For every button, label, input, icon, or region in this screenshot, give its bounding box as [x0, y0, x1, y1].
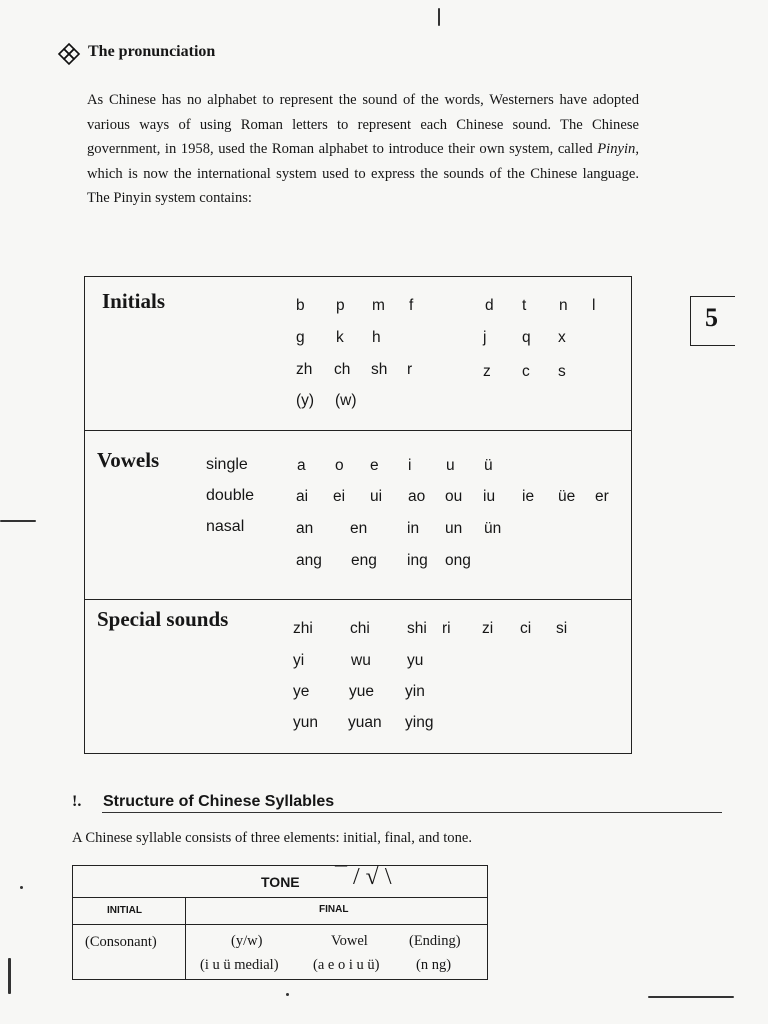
scan-mark [20, 886, 23, 889]
ending-list-cell: (n ng) [416, 957, 452, 973]
diamond-ornament-icon [57, 42, 81, 66]
vowel-cell: üe [558, 488, 576, 505]
vowel-cell: i [408, 457, 412, 474]
initial-cell: c [522, 363, 530, 380]
special-cell: yun [293, 714, 318, 731]
vowel-cell: un [445, 520, 463, 537]
consonant-cell: (Consonant) [85, 934, 157, 950]
initial-cell: r [407, 361, 413, 378]
vowel-cell: ing [407, 552, 428, 569]
special-cell: ri [442, 620, 451, 637]
vowel-cell: er [595, 488, 609, 505]
special-cell: yi [293, 652, 305, 669]
special-cell: ye [293, 683, 310, 700]
initial-header: INITIAL [107, 905, 142, 916]
double-label: double [206, 487, 255, 504]
table-divider [73, 924, 487, 925]
scan-mark [648, 996, 734, 998]
initial-cell: m [372, 297, 385, 314]
special-cell: zi [482, 620, 494, 637]
nasal-label: nasal [206, 518, 245, 535]
initial-cell: d [485, 297, 494, 314]
vowel-cell: e [370, 457, 379, 474]
initials-title: Initials [102, 289, 166, 313]
initial-cell: z [483, 363, 491, 380]
initial-cell: j [483, 329, 487, 346]
vowel-cell: eng [351, 552, 377, 569]
scan-mark [0, 520, 36, 522]
initial-cell: f [409, 297, 414, 314]
scan-mark [438, 8, 440, 26]
vowel-cell: ong [445, 552, 471, 569]
section-marker: !. [72, 793, 82, 810]
initial-cell: ch [334, 361, 351, 378]
vowel-cell: u [446, 457, 455, 474]
intro-paragraph: As Chinese has no alphabet to represent the sound of the words, Westerners have adopted various ways of using Roman letters to represent each Chinese sound. The Chinese government, in 1958, used the Roman alphabet to introduce their own system, called Pinyin, which is now the international system used to express the sounds of the Chinese language. The Pinyin system contains: [87, 92, 639, 207]
initial-cell: (y) [296, 392, 315, 409]
vowel-cell: ei [333, 488, 346, 505]
table-divider [85, 599, 631, 600]
vowel-cell: ang [296, 552, 322, 569]
initial-cell: b [296, 297, 305, 314]
final-header: FINAL [319, 904, 349, 915]
table-divider [85, 430, 631, 431]
initial-cell: n [559, 297, 568, 314]
chapter-tab [690, 296, 735, 346]
initial-cell: q [522, 329, 531, 346]
special-cell: yin [405, 683, 425, 700]
vowel-cell: ie [522, 488, 535, 505]
initial-cell: p [336, 297, 345, 314]
vowel-cell: a [297, 457, 306, 474]
special-cell: zhi [293, 620, 313, 637]
special-cell: yuan [348, 714, 382, 731]
vowel-cell: iu [483, 488, 496, 505]
initial-cell: x [558, 329, 566, 346]
special-cell: shi [407, 620, 427, 637]
special-cell: yue [349, 683, 374, 700]
vowels-title: Vowels [97, 448, 160, 472]
initial-cell: (w) [335, 392, 357, 409]
initial-cell: sh [371, 361, 388, 378]
initial-cell: t [522, 297, 527, 314]
special-cell: ying [405, 714, 434, 731]
initial-cell: g [296, 329, 305, 346]
special-cell: si [556, 620, 568, 637]
vowel-cell: ao [408, 488, 426, 505]
vowel-list-cell: (a e o i u ü) [313, 957, 380, 973]
vowel-cell: ou [445, 488, 463, 505]
vowel-cell: ui [370, 488, 383, 505]
structure-description: A Chinese syllable consists of three elements: initial, final, and tone. [72, 830, 473, 846]
table-divider [73, 897, 487, 898]
initial-cell: zh [296, 361, 313, 378]
initial-cell: s [558, 363, 566, 380]
ending-cell: (Ending) [409, 933, 461, 949]
initial-cell: h [372, 329, 381, 346]
vowel-cell: ün [484, 520, 502, 537]
special-cell: chi [350, 620, 370, 637]
scan-mark [286, 993, 289, 996]
special-cell: ci [520, 620, 532, 637]
special-cell: wu [351, 652, 371, 669]
vowel-cell: in [407, 520, 420, 537]
yw-cell: (y/w) [231, 933, 263, 949]
tone-marks: ¯ / √ \ [335, 864, 392, 890]
pinyin-table [84, 276, 632, 754]
vowel-cell: an [296, 520, 314, 537]
vowel-cell: ü [484, 457, 493, 474]
table-column-divider [185, 897, 186, 979]
vowel-cell: o [335, 457, 344, 474]
section-heading: The pronunciation [88, 43, 216, 60]
scan-mark [8, 958, 11, 994]
chapter-number: 5 [705, 303, 718, 332]
single-label: single [206, 456, 248, 473]
title-underline [102, 812, 722, 813]
tone-label: TONE [261, 874, 300, 890]
initial-cell: k [336, 329, 344, 346]
medial-cell: (i u ü medial) [200, 957, 279, 973]
special-cell: yu [407, 652, 424, 669]
syllable-structure-table [72, 865, 488, 980]
vowel-cell: Vowel [331, 933, 368, 949]
initial-cell: l [592, 297, 596, 314]
vowel-cell: en [350, 520, 368, 537]
structure-title: Structure of Chinese Syllables [103, 793, 335, 810]
special-sounds-title: Special sounds [97, 607, 229, 631]
vowel-cell: ai [296, 488, 309, 505]
